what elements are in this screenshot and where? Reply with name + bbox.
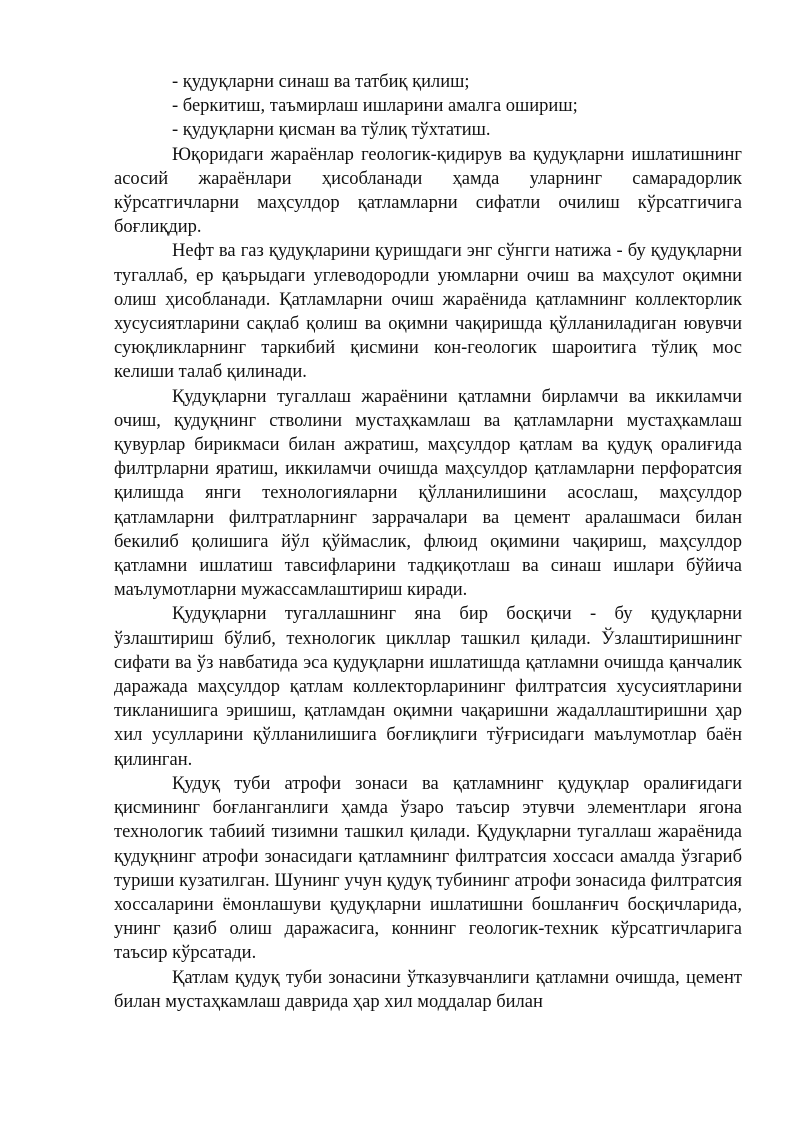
- paragraph: Қудуқ туби атрофи зонаси ва қатламнинг қудуқлар оралиғидаги қисмининг боғланганлиги ҳамда ўзаро таъсир этувчи элементлари ягона технологик табиий тизимни ташкил қилади. Қудуқларни тугаллаш жараёнида қудуқнинг атрофи зонасидаги қатламнинг филтратсия хоссаси амалда ўзгариб туриши кузатилган. Шунинг учун қудуқ тубининг атрофи зонасида филтратсия хоссаларини ёмонлашуви қудуқларни ишлатишни бошланғич босқичларида, унинг қазиб олиш даражасига, коннинг геологик-техник кўрсатгичларига таъсир кўрсатади.: [114, 773, 742, 964]
- paragraph: Қатлам қудуқ туби зонасини ўтказувчанлиги қатламни очишда, цемент билан мустаҳкамлаш даврида ҳар хил моддалар билан: [114, 967, 742, 1012]
- document-page: [114, 70, 742, 1014]
- list-item: - қудуқларни синаш ва татбиқ қилиш;: [172, 72, 470, 92]
- list-item: - беркитиш, таъмирлаш ишларини амалга ошириш;: [172, 96, 578, 117]
- paragraph: Нефт ва газ қудуқларини қуришдаги энг сўнгги натижа - бу қудуқларни тугаллаб, ер қаърыдаги углеводородли уюмларни очиш ва маҳсулот оқимни олиш ҳисобланади. Қатламларни очиш жараёнида қатламнинг коллекторлик хусусиятларини сақлаб қолиш ва оқимни чақиришда қўлланиладиган ювувчи суюқликларнинг таркибий қисмини кон-геологик шароитига тўлиқ мос келиши талаб қилинади.: [114, 241, 742, 383]
- paragraph: Қудуқларни тугаллаш жараёнини қатламни бирламчи ва иккиламчи очиш, қудуқнинг стволини мустаҳкамлаш ва қатламларни мустаҳкамлаш қувурлар бирикмаси билан ажратиш, маҳсулдор қатлам ва қудуқ оралиғида филтрларни яратиш, иккиламчи очишда маҳсулдор қатламларни перфоратсия қилишда янги технологияларни қўлланилишини асослаш, маҳсулдор қатламларни филтратларнинг заррачалари ва цемент аралашмаси билан бекилиб қолишига йўл қўймаслик, флюид оқимини чақириш, маҳсулдор қатламни ишлатиш тавсифларини тадқиқотлаш ва синаш ишлари бўйича маълумотларни мужассамлаштириш киради.: [114, 386, 742, 601]
- paragraph: Қудуқларни тугаллашнинг яна бир босқичи - бу қудуқларни ўзлаштириш бўлиб, технологик цикллар ташкил қилади. Ўзлаштиришнинг сифати ва ўз навбатида эса қудуқларни ишлатишда қатламни очишда қанчалик даражада маҳсулдор қатлам коллекторларининг филтратсия хусусиятларини тикланишига эришиш, қатламдан оқимни чақаришни жадаллаштиришни ҳар хил усулларини қўлланилишига боғлиқлиги тўғрисидаги маълумотлар баён қилинган.: [114, 604, 742, 770]
- list-item: - қудуқларни қисман ва тўлиқ тўхтатиш.: [172, 120, 491, 141]
- paragraph: Юқоридаги жараёнлар геологик-қидирув ва қудуқларни ишлатишнинг асосий жараёнлари ҳисобланади ҳамда уларнинг самарадорлик кўрсатгичларни маҳсулдор қатламларни сифатли очилиш кўрсатгичига боғлиқдир.: [114, 144, 742, 238]
